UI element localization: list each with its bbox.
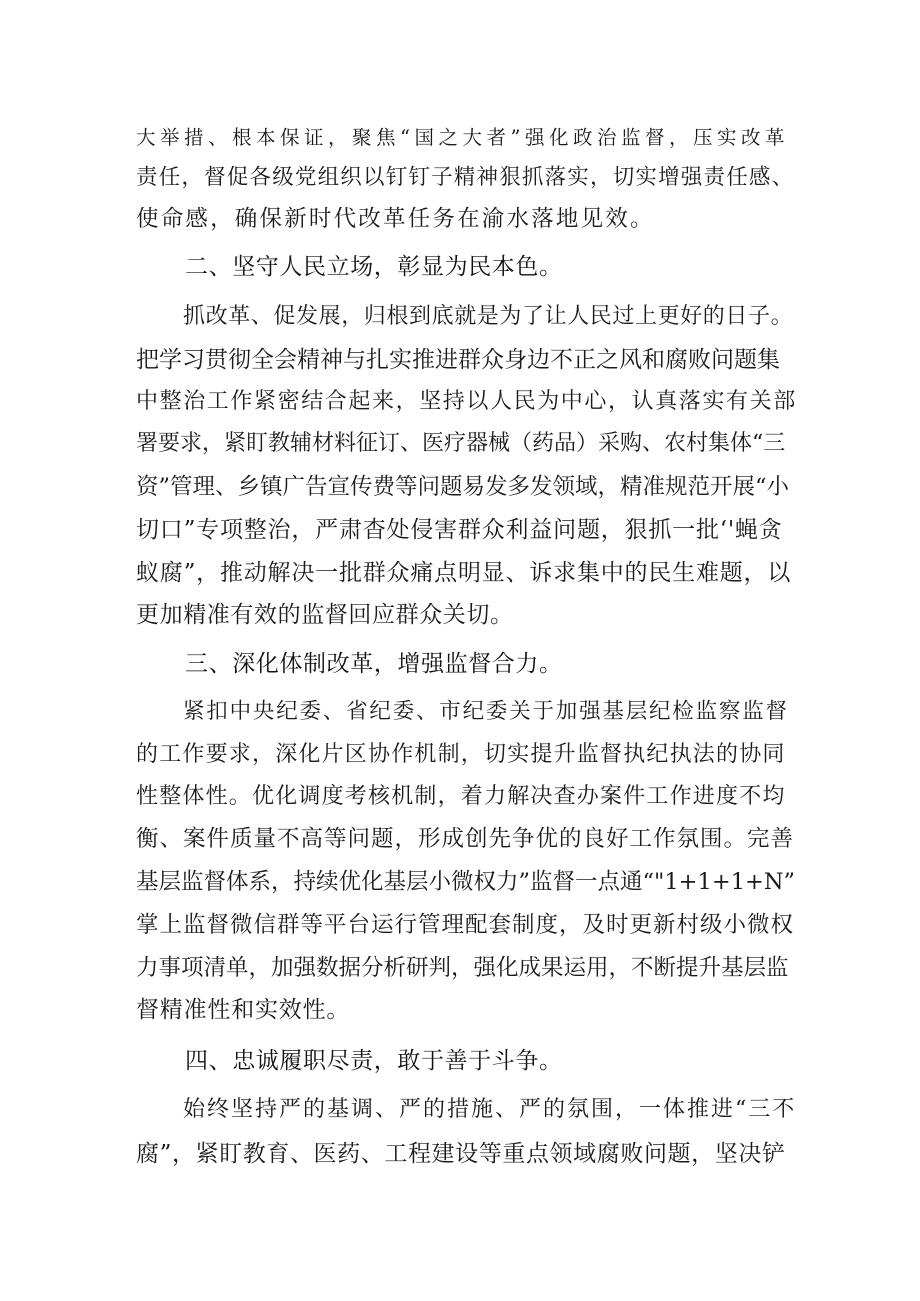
paragraph-2-line-2: 把学习贯彻全会精神与扎实推进群众身边不正之风和腐败问题集 — [136, 347, 780, 373]
paragraph-3-line-2: 的工作要求，深化片区协作机制，切实提升监督执纪执法的协同 — [136, 742, 786, 767]
paragraph-2-line-3: 中整治工作紧密结合起来，坚持以人民为中心，认真落实有关部 — [136, 389, 797, 414]
section-heading-2: 二、坚守人民立场，彰显为民本色。 — [185, 254, 563, 280]
paragraph-3-line-8: 督精准性和实效性。 — [136, 997, 351, 1023]
paragraph-1-line-1: 大举措、根本保证，聚焦“国之大者”强化政治监督，压实改革 — [136, 126, 789, 149]
paragraph-2-line-1: 抓改革、促发展，归根到底就是为了让人民过上更好的日子。 — [183, 304, 794, 329]
paragraph-2-line-6: 切口”专项整治，严肃杳处侵害群众利益问题，狠抓一批‘'蝇贪 — [136, 517, 783, 543]
paragraph-3-line-6: 掌上监督微信群等平台运行管理配套制度，及时更新村级小微权 — [136, 912, 795, 938]
paragraph-1-line-2: 责任，督促各级党组织以钉钉子精神狠抓落实，切实增强责任感、 — [136, 165, 795, 190]
paragraph-4-line-2: 腐”，紧盯教育、医药、工程建设等重点领域腐败问题，坚决铲 — [136, 1141, 786, 1167]
paragraph-2-line-4: 署要求，紧盯教辅材料征订、医疗器械（药品）采购、农村集体“三 — [136, 431, 786, 456]
paragraph-3-line-1: 紧扣中央纪委、省纪委、市纪委关于加强基层纪检监察监督 — [183, 699, 789, 724]
paragraph-4-line-1: 始终坚持严的基调、严的措施、严的氛围，一体推进“三不 — [183, 1097, 797, 1122]
paragraph-2-line-5: 资”管理、乡镇广告宣传费等问题易发多发领域，精准规范开展“小 — [136, 474, 790, 500]
paragraph-3-line-3: 性整体性。优化调度考核机制，着力解决查办案件工作进度不均 — [136, 784, 786, 809]
section-heading-4: 四、忠诚履职尽责，敢于善于斗争。 — [185, 1048, 563, 1074]
paragraph-2-line-8: 更加精准有效的监督回应群众关切。 — [136, 602, 514, 628]
paragraph-3-line-5: 基层监督体系，持续优化基层小微权力”监督一点通“"1+1+1+N” — [136, 869, 796, 895]
paragraph-3-line-7: 力事项清单，加强数据分析研判，强化成果运用，不断提升基层监 — [136, 955, 789, 981]
paragraph-1-line-3: 使命感，确保新时代改革任务在渝水落地见效。 — [136, 206, 655, 232]
paragraph-2-line-7: 蚁腐”，推动解决一批群众痛点明显、诉求集中的民生难题，以 — [136, 560, 792, 586]
section-heading-3: 三、深化体制改革，增强监督合力。 — [185, 651, 563, 677]
paragraph-3-line-4: 衡、案件质量不高等问题，形成创先争优的良好工作氛围。完善 — [136, 826, 795, 852]
